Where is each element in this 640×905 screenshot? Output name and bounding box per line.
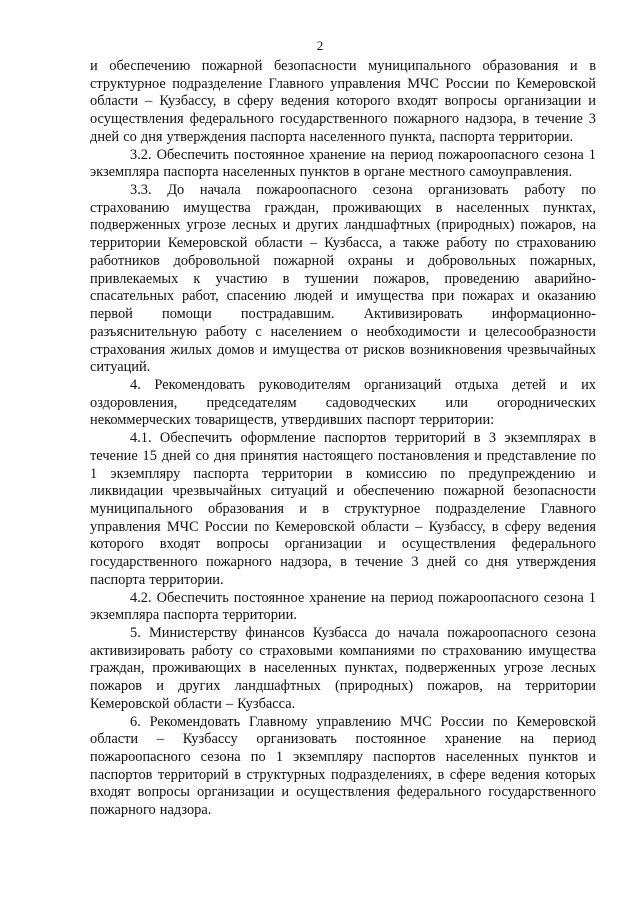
page-number: 2 (316, 38, 324, 53)
paragraph-3-2: 3.2. Обеспечить постоянное хранение на период пожароопасного сезона 1 экземпляра паспорта населенных пунктов в органе местного самоуправления. (90, 146, 596, 181)
paragraph-continuation: и обеспечению пожарной безопасности муниципального образования и в структурное подразделение Главного управления МЧС России по Кемеровской области – Кузбассу, в сферу ведения которого входят вопросы организации и осуществления федерального государственного пожарного надзора, в течение 3 дней со дня утверждения паспорта населенного пункта, паспорта территории. (90, 58, 596, 145)
paragraph-4-1: 4.1. Обеспечить оформление паспортов территорий в 3 экземплярах в течение 15 дней со дня принятия настоящего постановления и представление по 1 экземпляру паспорта территории в комиссию по предупреждению и ликвидации чрезвычайных ситуаций и обеспечению пожарной безопасности муниципального образования и в структурное подразделение Главного управления МЧС России по Кемеровской области – Кузбассу, в сферу ведения которого входят вопросы организации и осуществления федерального государственного пожарного надзора, в течение 3 дней со дня утверждения паспорта территории. (90, 430, 596, 588)
paragraph-4-2: 4.2. Обеспечить постоянное хранение на период пожароопасного сезона 1 экземпляра паспорта территории. (90, 589, 596, 624)
paragraph-6: 6. Рекомендовать Главному управлению МЧС России по Кемеровской области – Кузбассу организовать постоянное хранение на период пожароопасного сезона по 1 экземпляру паспортов населенных пунктов и паспортов территорий в структурных подразделениях, в сфере ведения которых входят вопросы организации и осуществления федерального государственного пожарного надзора. (90, 713, 596, 819)
paragraph-5: 5. Министерству финансов Кузбасса до начала пожароопасного сезона активизировать работу со страховыми компаниями по страхованию имущества граждан, проживающих в населенных пунктах, подверженных угрозе лесных пожаров и других ландшафтных (природных) пожаров, на территории Кемеровской области – Кузбасса. (90, 625, 596, 712)
paragraph-4: 4. Рекомендовать руководителям организаций отдыха детей и их оздоровления, председателям садоводческих или огороднических некоммерческих товариществ, утвердивших паспорт территории: (90, 376, 596, 429)
paragraph-3-3: 3.3. До начала пожароопасного сезона организовать работу по страхованию имущества граждан, проживающих в населенных пунктах, подверженных угрозе лесных и других ландшафтных (природных) пожаров, на территории Кемеровской области – Кузбасса, а также работу по страхованию работников добровольной пожарной охраны и добровольных пожарных, привлекаемых к участию в тушении пожаров, проведению аварийно-спасательных работ, спасению людей и имущества при пожарах и оказанию первой помощи пострадавшим. Активизировать информационно-разъяснительную работу с населением о необходимости и целесообразности страхования жилых домов и имущества от рисков возникновения чрезвычайных ситуаций. (90, 182, 596, 376)
document-body (90, 58, 596, 820)
